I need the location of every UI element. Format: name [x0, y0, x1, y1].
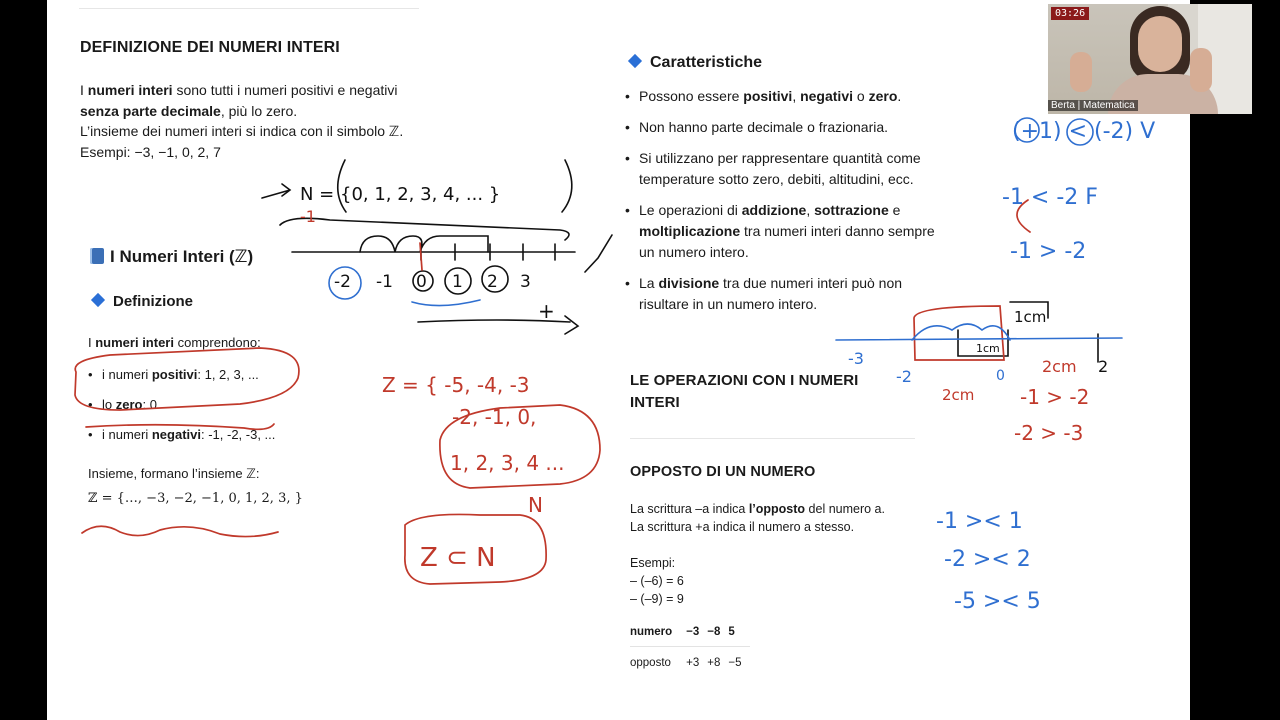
handwritten-label: 3	[520, 272, 531, 292]
handwritten-label: -2 > -3	[1014, 421, 1084, 445]
number-line	[836, 338, 1122, 340]
arrow-stroke	[262, 184, 290, 198]
arc-stroke	[280, 218, 569, 240]
blue-text	[848, 119, 1155, 614]
handwritten-label: -3	[848, 349, 864, 368]
opposite-title: OPPOSTO DI UN NUMERO	[630, 464, 816, 480]
characteristic-item: • Le operazioni di addizione, sottrazione e moltiplicazione tra numeri interi danno sempre un numero intero.	[625, 200, 950, 263]
handwritten-label: 0	[996, 368, 1005, 384]
black-text	[300, 184, 1108, 376]
left-title: DEFINIZIONE DEI NUMERI INTERI	[80, 39, 340, 56]
handwritten-label: N	[528, 493, 543, 517]
table-row: numero −3 −8 5	[630, 620, 750, 647]
table-row: opposto +3 +8 −5	[630, 657, 742, 669]
handwritten-label: -1 > -2	[1020, 385, 1090, 409]
handwritten-label: 2	[487, 272, 498, 292]
underline-mark	[86, 424, 274, 429]
handwritten-label: 1cm	[976, 342, 1000, 355]
handwritten-label: -2	[334, 272, 351, 292]
webcam-video[interactable]	[1048, 4, 1252, 114]
list-item: • lo zero: 0	[88, 396, 275, 414]
handwritten-label: 1, 2, 3, 4 ...	[450, 451, 565, 475]
handwritten-label: 2cm	[942, 386, 975, 404]
blue-ink	[329, 118, 1122, 340]
handwritten-label: -2, -1, 0,	[452, 405, 537, 429]
characteristic-item: • Non hanno parte decimale o frazionaria.	[625, 117, 950, 138]
red-ink	[75, 200, 1030, 584]
definition-line: I numeri interi comprendono:	[88, 335, 261, 350]
handwritten-label: -1 > -2	[1010, 239, 1087, 264]
handwritten-label: -1	[376, 272, 393, 292]
handwritten-label: 2cm	[1042, 357, 1077, 376]
list-item: • i numeri positivi: 1, 2, 3, ...	[88, 366, 275, 384]
handwritten-label: -1 >< 1	[936, 509, 1023, 534]
handwritten-label: (+1) < (-2) V	[1012, 119, 1156, 144]
opposite-text: La scrittura –a indica l’opposto del numero a. La scrittura +a indica il numero a stesso. Esempi: – (–6) = 6 – (–9) = 9	[630, 502, 885, 606]
handwritten-label: -2	[896, 367, 912, 386]
together-line: Insieme, formano l’insieme ℤ:	[88, 466, 260, 481]
participant-name-label: Berta | Matematica	[1048, 100, 1138, 111]
characteristic-item: • Possono essere positivi, negativi o zero.	[625, 86, 950, 107]
handwritten-label: +	[538, 299, 555, 323]
handwritten-label: 1	[452, 272, 463, 292]
intro-paragraph: I numeri interi sono tutti i numeri positivi e negativi senza parte decimale, più lo zero. L’insieme dei numeri interi si indica con il simbolo ℤ. Esempi: −3, −1, 0, 2, 7	[80, 82, 404, 160]
operations-title: LE OPERAZIONI CON I NUMERI INTERI	[630, 372, 859, 411]
handwritten-label: Z ⊂ N	[420, 543, 496, 573]
handwritten-label: -1	[300, 207, 316, 226]
handwritten-n-set: N = {0, 1, 2, 3, 4, ... }	[300, 184, 501, 205]
characteristic-item: • Si utilizzano per rappresentare quantità come temperature sotto zero, debiti, altitudini, ecc.	[625, 148, 950, 190]
handwritten-label: 0	[416, 272, 427, 292]
handwritten-label: -5 >< 5	[954, 589, 1041, 614]
recording-timer: 03:26	[1051, 7, 1089, 20]
person-hand	[1070, 52, 1092, 92]
char-title: Caratteristiche	[630, 54, 762, 72]
sub-title: Definizione	[93, 293, 193, 310]
handwritten-label: -1 < -2 F	[1002, 185, 1098, 210]
oval-mark	[75, 348, 299, 410]
handwritten-label: 1cm	[1014, 308, 1047, 326]
section-title: I Numeri Interi (ℤ)	[90, 247, 253, 267]
list-item: • i numeri negativi: -1, -2, -3, ...	[88, 426, 275, 444]
jumps-stroke	[912, 324, 1010, 340]
handwritten-label: 2	[1098, 357, 1109, 376]
wavy-underline	[82, 526, 278, 536]
underline-mark	[412, 300, 480, 306]
handwritten-label: -2 >< 2	[944, 547, 1031, 572]
person-hand	[1190, 48, 1212, 92]
brace-right	[562, 160, 572, 212]
check-stroke	[585, 235, 612, 272]
characteristic-item: • La divisione tra due numeri interi può non risultare in un numero intero.	[625, 273, 950, 315]
person-face	[1138, 16, 1182, 72]
handwritten-label: Z = { -5, -4, -3	[382, 373, 530, 397]
set-notation: ℤ = {…, −3, −2, −1, 0, 1, 2, 3, }	[88, 491, 303, 506]
jumps-stroke	[360, 236, 488, 252]
